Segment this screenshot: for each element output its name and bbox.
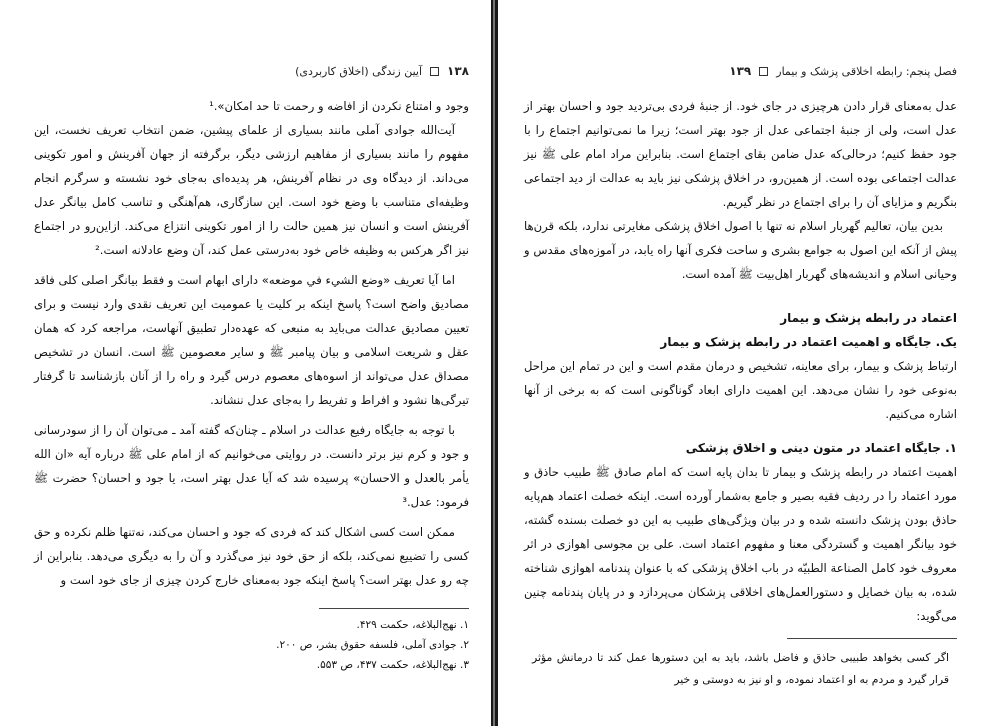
page-number: ۱۳۸: [447, 64, 469, 78]
paragraph: بدین بیان، تعالیم گهربار اسلام نه تنها با اصول اخلاق پزشکی مغایرتی ندارد، بلکه قرن‌ها پیش از آنکه این اصول به جوامع بشری و ساحت فکری آنها راه یابد، در آموزه‌های مقدس و وحیانی اسلام و اندیشه‌های گهربار اهل‌بیت ﷺ آمده است.: [524, 219, 957, 281]
right-page-header: [524, 62, 957, 80]
paragraph: ممکن است کسی اشکال کند که فردی که جود و احسان می‌کند، نه‌تنها ظلم نکرده و حق کسی را تضییع نمی‌کند، بلکه از حق خود نیز می‌گذرد و آن را به دیگری می‌دهد. بنابراین از چه رو عدل بهتر است؟ پاسخ اینکه جود به‌معنای خارج کردن چیزی از جای خود است و: [34, 525, 469, 587]
page-number: ۱۳۹: [729, 64, 752, 78]
paragraph: اهمیت اعتماد در رابطه پزشک و بیمار تا بدان پایه است که امام صادق ﷺ طبیب حاذق و مورد اعتماد را در ردیف فقیه بصیر و جامع به‌شمار آورده است. اینکه خصلت اعتماد هم‌پایه حاذق بودن پزشک دانسته شده و در بیان ویژگی‌های طبیب به این دو خصلت بسنده گشته، خود بیانگر اهمیت و گستردگی معنا و مفهوم اعتماد است. علی بن مجوسی اهوازی در اثر معروف خود کامل الصناعة الطبیّه در باب اخلاق پزشکی که با عنوان پندنامه اهوازی شناخته شده، به بیان خصایل و دستورالعمل‌های اخلاقی پزشکان می‌پردازد و در پایان پندنامه چنین می‌گوید:: [524, 465, 957, 623]
square-bullet-icon: [759, 67, 768, 76]
subsection-heading: ۱. جایگاه اعتماد در متون دینی و اخلاق پزشکی: [685, 441, 957, 455]
paragraph: آیت‌الله جوادی آملی مانند بسیاری از علمای پیشین، ضمن انتخاب تعریف نخست، این مفهوم را مانند بسیاری از مفاهیم ارزشی دیگر، برگرفته از جهان آفرینش و امور تکوینی می‌داند. از دیدگاه وی در نظام آفرینش، هر پدیده‌ای به‌جای خود نشسته و سرگرم انجام وظیفه‌ای متناسب با وضع خود است. این سازگاری، هم‌آهنگی و تناسب کامل بیانگر عدل آفرینش است و انسان نیز همین حالت را از امور تکوینی انتزاع می‌کند. ازاین‌رو در اجتماع نیز اگر هرکس به وظیفه خاص خود به‌درستی عمل کند، آن وضع عادلانه است.²: [34, 123, 469, 257]
running-title: آیین زندگی (اخلاق کاربردی): [295, 64, 423, 78]
paragraph: عدل به‌معنای قرار دادن هرچیزی در جای خود. از جنبهٔ فردی بی‌تردید جود و احسان بهتر از عدل است، ولی از جنبهٔ اجتماعی عدل از جود بهتر است؛ زیرا ما نمی‌توانیم اجتماع را با جود حفظ کنیم؛ درحالی‌که عدل ضامن بقای اجتماع است. بنابراین مراد امام علی ﷺ نیز عدالت اجتماعی بوده است. از همین‌رو، در اخلاق پزشکی نیز باید به عدالت از دید اجتماعی بنگریم و مزایای آن را برای اجتماع در نظر گیریم.: [524, 99, 957, 209]
paragraph: وجود و امتناع نکردن از افاضه و رحمت تا حد امکان».¹: [209, 99, 469, 113]
paragraph: با توجه به جایگاه رفیع عدالت در اسلام ـ چنان‌که گفته آمد ـ می‌توان آن را از سودرسانی و جود و کرم نیز برتر دانست. در روایتی می‌خوانیم که از امام علی ﷺ درباره آیه «ان الله يأمر بالعدل و الاحسان» پرسیده شد که آیا عدل بهتر است، یا جود و احسان؟ حضرت ﷺ فرمود: عدل.³: [34, 423, 469, 509]
square-bullet-icon: [430, 67, 439, 76]
quote-divider: [787, 638, 957, 639]
subsection-heading: یک. جایگاه و اهمیت اعتماد در رابطه پزشک و بیمار: [660, 335, 957, 349]
running-title: فصل پنجم: رابطه اخلاقی پزشک و بیمار: [776, 64, 957, 78]
footnote-divider: [319, 608, 469, 609]
right-page: [498, 0, 987, 726]
footnote: ۲. جوادی آملی، فلسفه حقوق بشر، ص ۲۰۰.: [276, 639, 469, 651]
footnote: ۱. نهج‌البلاغه، حکمت ۴۲۹.: [356, 619, 469, 631]
paragraph: اما آیا تعریف «وضع الشيء في موضعه» دارای ابهام است و فقط بیانگر اصلی کلی فاقد مصادیق واضح است؟ پاسخ اینکه بر کلیت یا عمومیت این تعریف نقدی وارد نیست و برای تعیین مصادیق عدالت می‌باید به منبعی که عهده‌دار تطبیق آنهاست، مراجعه کرد که همان عقل و شریعت اسلامی و بیان پیامبر ﷺ و سایر معصومین ﷺ است. انسان در تشخیص مصداق عدل می‌تواند از اسوه‌های معصوم درس گیرد و راه را از آنان بازشناسد تا گرفتار تیرگی‌ها نشود و افراط و تفریط را به‌جای عدل ننشاند.: [34, 273, 469, 407]
left-page-header: [34, 62, 469, 80]
paragraph: ارتباط پزشک و بیمار، برای معاینه، تشخیص و درمان مقدم است و این در تمام این مراحل به‌نوعی خود را نشان می‌دهد. این اهمیت دارای ابعاد گوناگونی است که به برخی از آنها اشاره می‌کنیم.: [524, 359, 957, 421]
section-heading: اعتماد در رابطه پزشک و بیمار: [780, 311, 957, 325]
footnote: ۳. نهج‌البلاغه، حکمت ۴۳۷، ص ۵۵۳.: [316, 659, 469, 671]
left-page: [0, 0, 491, 726]
block-quote: اگر کسی بخواهد طبیبی حاذق و فاضل باشد، باید به این دستورها عمل کند تا درمانش مؤثر قرار گیرد و مردم به او اعتماد نموده، و او نیز به دوستی و خیر: [532, 651, 949, 686]
book-spine: [491, 0, 498, 726]
